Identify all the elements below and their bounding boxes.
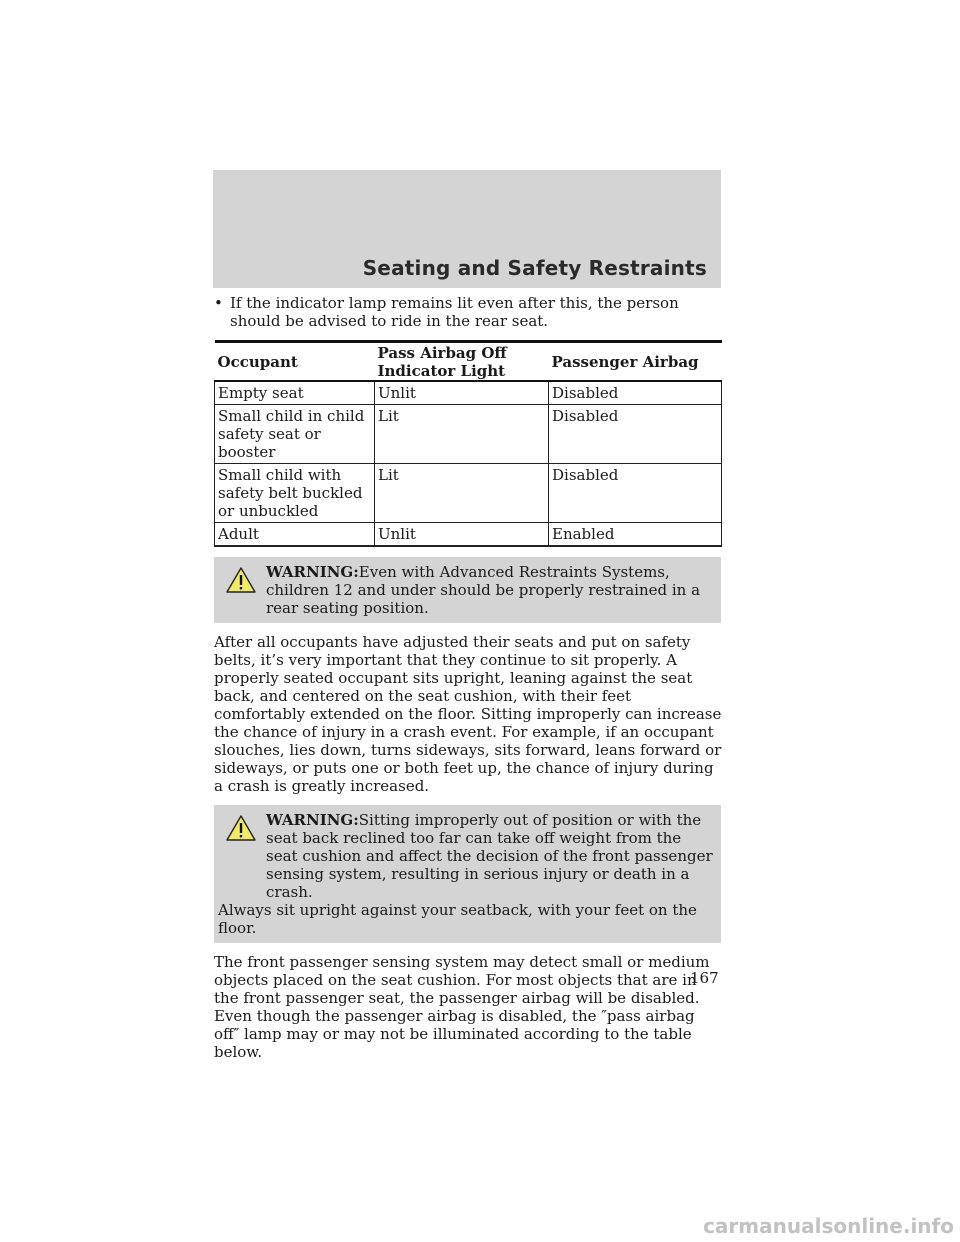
table-cell: Lit: [375, 405, 549, 464]
warning-triangle-icon: [226, 567, 256, 593]
table-cell: Disabled: [549, 405, 722, 464]
table-header-cell: Occupant: [217, 352, 298, 371]
table-cell: Empty seat: [215, 381, 375, 405]
warning-box-sitting: [214, 805, 721, 943]
bullet-text: If the indicator lamp remains lit even after this, the person should be advised to ride in the rear seat.: [230, 294, 679, 330]
table-cell: Enabled: [549, 523, 722, 547]
table-cell: Disabled: [549, 464, 722, 523]
bullet-item: [214, 294, 722, 330]
page-number: 167: [690, 969, 719, 987]
table-row: [215, 381, 722, 405]
table-cell: Unlit: [375, 381, 549, 405]
table-cell: Small child in child safety seat or booster: [215, 405, 375, 464]
warning-label: WARNING:: [266, 563, 359, 581]
table-row: [215, 405, 722, 464]
header-band: [213, 170, 721, 288]
table-header-cell: Pass Airbag Off Indicator Light: [377, 343, 507, 380]
sensing-system-paragraph: The front passenger sensing system may detect small or medium objects placed on the seat cushion. For most objects that are in the front passenger seat, the passenger airbag will be disabled. Even though the passenger airbag is disabled, the ″pass airbag off″ lamp may or may not be illuminated according to the table below.: [214, 953, 710, 1061]
table-cell: Lit: [375, 464, 549, 523]
page-content: [214, 294, 722, 1071]
warning-text: Sitting improperly out of position or with the seat back reclined too far can take off weight from the seat cushion and affect the decision of the front passenger sensing system, resulting in serious injury or death in a crash.: [266, 811, 713, 901]
airbag-status-table: [214, 340, 722, 547]
table-cell: Adult: [215, 523, 375, 547]
warning-box-children: [214, 557, 721, 623]
sitting-properly-paragraph: After all occupants have adjusted their seats and put on safety belts, it’s very important that they continue to sit properly. A properly seated occupant sits upright, leaning against the seat back, and centered on the seat cushion, with their feet comfortably extended on the floor. Sitting improperly can increase the chance of injury in a crash event. For example, if an occupant slouches, lies down, turns sideways, sits forward, leans forward or sideways, or puts one or both feet up, the chance of injury during a crash is greatly increased.: [214, 633, 722, 795]
footer-watermark: carmanualsonline.info: [703, 1214, 954, 1238]
warning-triangle-icon: [226, 815, 256, 841]
table-cell: Disabled: [549, 381, 722, 405]
table-cell: Unlit: [375, 523, 549, 547]
warning-text-continued: Always sit upright against your seatback, with your feet on the floor.: [218, 901, 697, 937]
warning-label: WARNING:: [266, 811, 359, 829]
table-header-cell: Passenger Airbag: [551, 352, 699, 371]
table-header-row: [215, 342, 722, 382]
section-title: Seating and Safety Restraints: [362, 256, 707, 280]
bullet-mark: •: [214, 294, 223, 312]
table-row: [215, 523, 722, 547]
table-cell: Small child with safety belt buckled or unbuckled: [215, 464, 375, 523]
table-row: [215, 464, 722, 523]
warning-text: Even with Advanced Restraints Systems, children 12 and under should be properly restrained in a rear seating position.: [266, 563, 701, 617]
